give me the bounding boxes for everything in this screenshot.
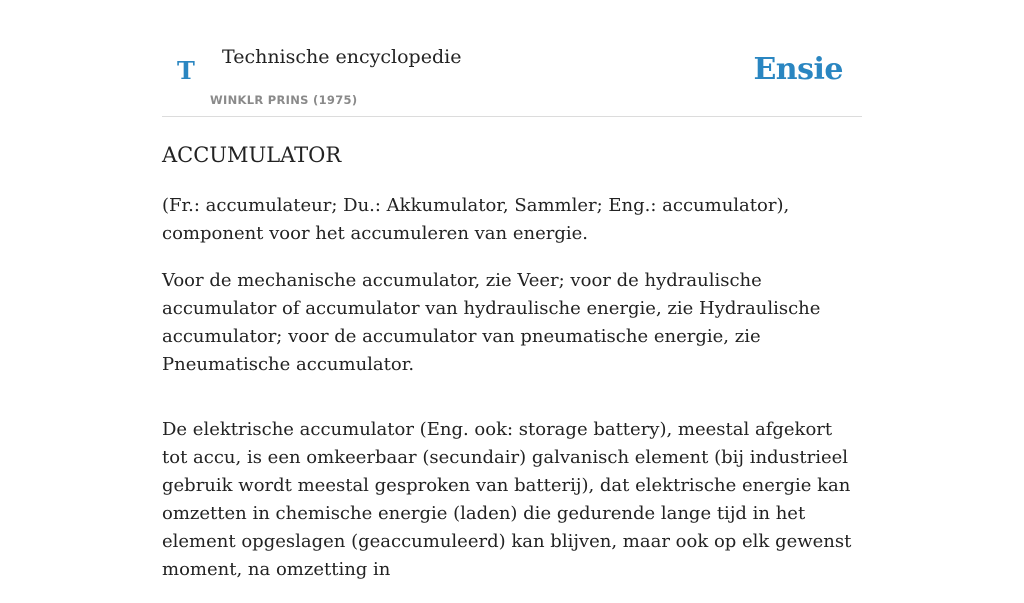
site-title[interactable]: Technische encyclopedie [222, 46, 462, 68]
logo-letter-icon[interactable]: T [177, 56, 195, 85]
article-paragraph: De elektrische accumulator (Eng. ook: storage battery), meestal afgekort tot accu, is een omkeerbaar (secundair) galvanisch element (bij industrieel gebruik wordt meestal gesproken van batterij), dat elektrische energie kan omzetten in chemische energie (laden) die gedurende lange tijd in het element opgeslagen (geaccumuleerd) kan blijven, maar ook op elk gewenst moment, na omzetting in [162, 419, 852, 580]
entry-title: ACCUMULATOR [162, 143, 342, 167]
article-paragraph: (Fr.: accumulateur; Du.: Akkumulator, Sammler; Eng.: accumulator), component voor het accumuleren van energie. [162, 195, 790, 244]
article-paragraph: Voor de mechanische accumulator, zie Veer; voor de hydraulische accumulator of accumulator van hydraulische energie, zie Hydraulische accumulator; voor de accumulator van pneumatische energie, zie Pneumatische accumulator. [162, 270, 821, 375]
article [162, 140, 862, 603]
site-subtitle: WINKLR PRINS (1975) [210, 93, 358, 107]
brand-logo[interactable]: Ensie [753, 52, 843, 87]
site-header [162, 0, 862, 117]
